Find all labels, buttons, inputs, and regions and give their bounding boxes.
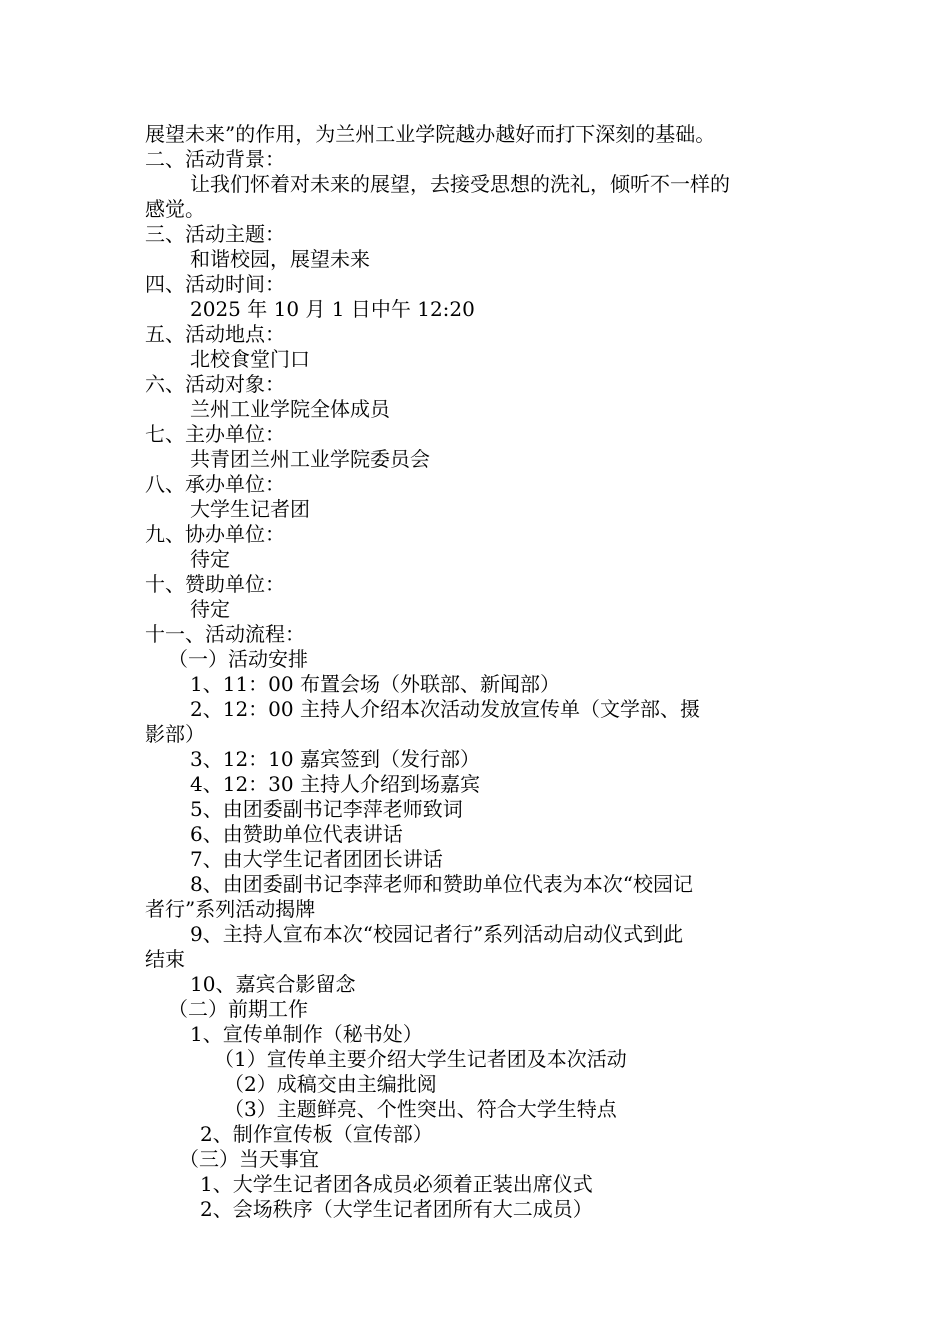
text-theme: 和谐校园，展望未来 (190, 247, 370, 271)
list-item-arrangement-1: 1、11：00 布置会场（外联部、新闻部） (190, 672, 560, 696)
section-heading-host: 八、承办单位： (145, 472, 285, 496)
list-item-arrangement-10: 10、嘉宾合影留念 (190, 972, 356, 996)
list-item-event-day-2: 2、会场秩序（大学生记者团所有大二成员） (200, 1197, 593, 1221)
subsection-heading-event-day: （三）当天事宜 (179, 1147, 319, 1171)
list-item-arrangement-7: 7、由大学生记者团团长讲话 (190, 847, 443, 871)
list-item-arrangement-6: 6、由赞助单位代表讲话 (190, 822, 403, 846)
text-sponsor: 待定 (190, 597, 230, 621)
list-item-event-day-1: 1、大学生记者团各成员必须着正装出席仪式 (200, 1172, 593, 1196)
list-item-arrangement-3: 3、12：10 嘉宾签到（发行部） (190, 747, 480, 771)
text-host: 大学生记者团 (190, 497, 310, 521)
text-organizer: 共青团兰州工业学院委员会 (190, 447, 430, 471)
section-heading-process: 十一、活动流程： (145, 622, 305, 646)
section-heading-background: 二、活动背景： (145, 147, 285, 171)
list-item-preparation-2: 2、制作宣传板（宣传部） (200, 1122, 433, 1146)
list-item-arrangement-2: 2、12：00 主持人介绍本次活动发放宣传单（文学部、摄 (190, 697, 700, 721)
list-subitem-preparation-1-3: （3）主题鲜亮、个性突出、符合大学生特点 (224, 1097, 617, 1121)
section-heading-time: 四、活动时间： (145, 272, 285, 296)
section-heading-theme: 三、活动主题： (145, 222, 285, 246)
list-item-arrangement-8: 8、由团委副书记李萍老师和赞助单位代表为本次“校园记 (190, 872, 693, 896)
subsection-heading-preparation: （二）前期工作 (168, 997, 308, 1021)
subsection-heading-arrangement: （一）活动安排 (168, 647, 308, 671)
text-line-background-2: 感觉。 (145, 197, 205, 221)
text-audience: 兰州工业学院全体成员 (190, 397, 390, 421)
list-item-arrangement-8-cont: 者行”系列活动揭牌 (145, 897, 316, 921)
section-heading-co-organizer: 九、协办单位： (145, 522, 285, 546)
text-co-organizer: 待定 (190, 547, 230, 571)
list-subitem-preparation-1-2: （2）成稿交由主编批阅 (224, 1072, 437, 1096)
section-heading-organizer: 七、主办单位： (145, 422, 285, 446)
section-heading-audience: 六、活动对象： (145, 372, 285, 396)
section-heading-sponsor: 十、赞助单位： (145, 572, 285, 596)
list-item-arrangement-2-cont: 影部） (145, 722, 205, 746)
list-item-arrangement-5: 5、由团委副书记李萍老师致词 (190, 797, 463, 821)
list-item-arrangement-4: 4、12：30 主持人介绍到场嘉宾 (190, 772, 480, 796)
section-heading-location: 五、活动地点： (145, 322, 285, 346)
list-item-arrangement-9-cont: 结束 (145, 947, 185, 971)
list-item-preparation-1: 1、宣传单制作（秘书处） (190, 1022, 423, 1046)
list-item-arrangement-9: 9、主持人宣布本次“校园记者行”系列活动启动仪式到此 (190, 922, 684, 946)
text-line-1: 展望未来”的作用，为兰州工业学院越办越好而打下深刻的基础。 (145, 122, 716, 146)
text-location: 北校食堂门口 (190, 347, 310, 371)
list-subitem-preparation-1-1: （1）宣传单主要介绍大学生记者团及本次活动 (214, 1047, 627, 1071)
text-time: 2025 年 10 月 1 日中午 12:20 (190, 297, 475, 321)
text-line-background-1: 让我们怀着对未来的展望，去接受思想的洗礼，倾听不一样的 (190, 172, 730, 196)
